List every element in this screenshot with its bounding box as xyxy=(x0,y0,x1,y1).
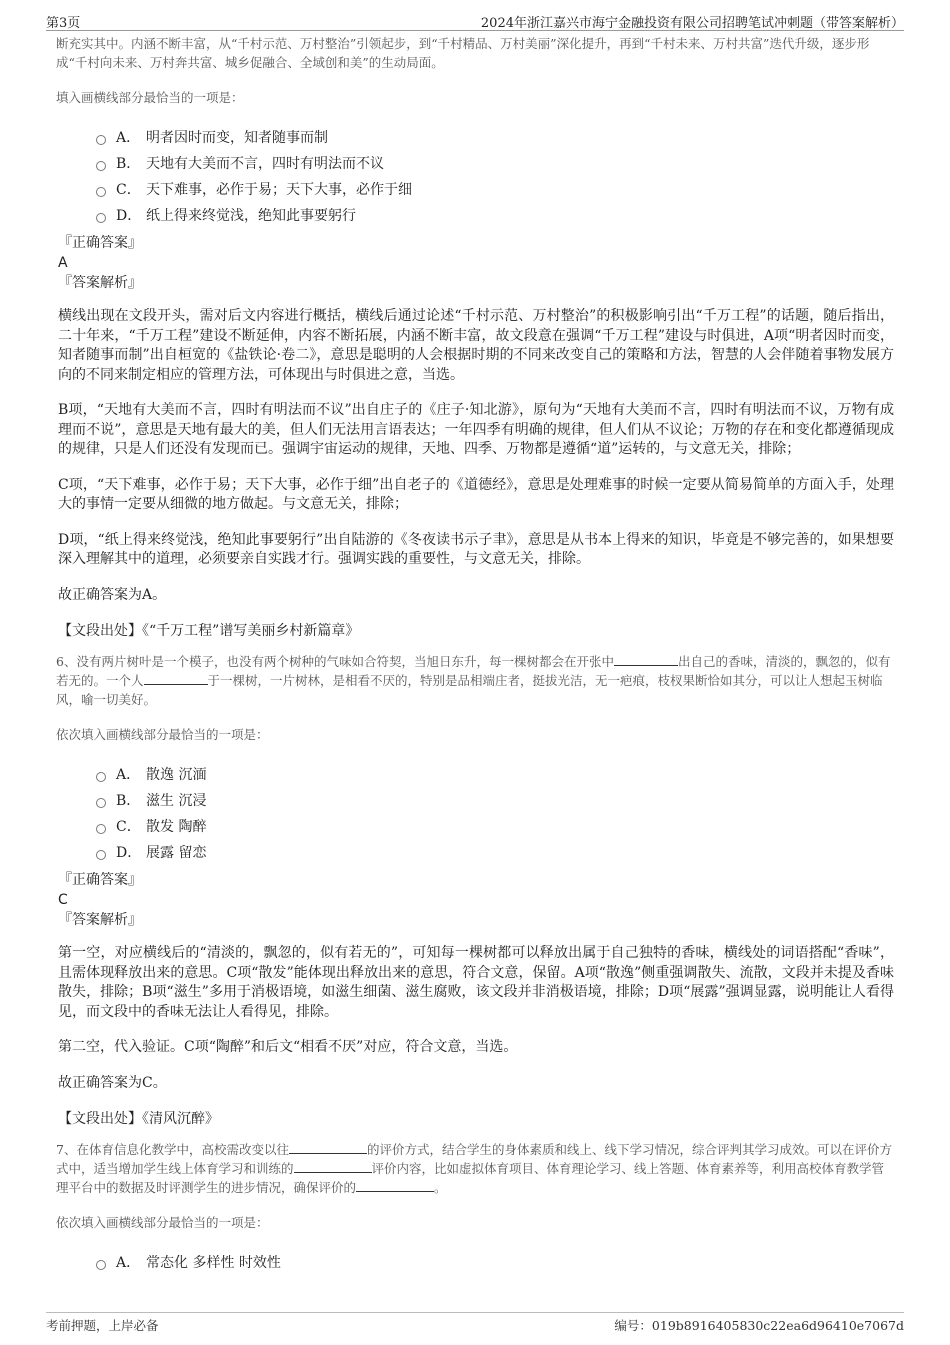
q6-analysis-2: 第二空，代入验证。C项“陶醉”和后文“相看不厌”对应，符合文意，当选。 xyxy=(58,1039,518,1055)
q7-option-a[interactable]: A． 常态化 多样性 时效性 xyxy=(96,1250,894,1276)
blank-line xyxy=(614,653,678,666)
page-number: 第3页 xyxy=(46,16,81,31)
q5-option-d[interactable]: D． 纸上得来终觉浅，绝知此事要躬行 xyxy=(96,203,894,229)
q6-option-d[interactable]: D． 展露 留恋 xyxy=(96,840,894,866)
q7-prompt: 依次填入画横线部分最恰当的一项是： xyxy=(56,1215,269,1230)
q6-answer: C xyxy=(58,892,68,908)
radio-icon[interactable] xyxy=(96,187,106,197)
q5-analysis-4: D项，“纸上得来终觉浅，绝知此事要躬行”出自陆游的《冬夜读书示子聿》，意思是从书本上得来的知识，毕竟是不够完善的，如果想要深入理解其中的道理，必须要亲自实践才行。强调实践的重要性，与文意无关，排除。 xyxy=(58,531,894,567)
blank-line xyxy=(144,672,208,685)
q5-conclusion: 故正确答案为A。 xyxy=(58,586,167,603)
document-title: 2024年浙江嘉兴市海宁金融投资有限公司招聘笔试冲刺题（带答案解析） xyxy=(480,16,904,31)
q5-analysis-2: B项，“天地有大美而不言，四时有明法而不议”出自庄子的《庄子·知北游》，原句为“天地有大美而不言，四时有明法而不议，万物有成理而不说”，意思是天地有最大的美，但人们无法用言语表达；一年四季有明确的规律，但人们从不议论；万物的存在和变化都遵循现成的规律，只是人们还没有发现而已。强调宇宙运动的规律，天地、四季、万物都是遵循“道”运转的，与文意无关，排除； xyxy=(58,402,894,457)
q5-option-a[interactable]: A． 明者因时而变，知者随事而制 xyxy=(96,125,894,151)
q5-answer: A xyxy=(58,255,68,271)
q7-options xyxy=(96,1250,894,1276)
q6-analysis-1: 第一空，对应横线后的“清淡的，飘忽的，似有若无的”，可知每一棵树都可以释放出属于自己独特的香味，横线处的词语搭配“香味”，且需体现释放出来的意思。C项“散发”能体现出释放出来的意思，符合文意，保留。A项“散逸”侧重强调散失、流散，文段并未提及香味散失，排除；B项“滋生”多用于消极语境，如滋生细菌、滋生腐败，该文段并非消极语境，排除；D项“展露”强调显露，说明能让人看得见，而文段中的香味无法让人看得见，排除。 xyxy=(58,945,894,1020)
q6-analysis-tag: 『答案解析』 xyxy=(58,912,142,928)
radio-icon[interactable] xyxy=(96,161,106,171)
radio-icon[interactable] xyxy=(96,135,106,145)
q5-analysis-tag: 『答案解析』 xyxy=(58,275,142,291)
blank-line xyxy=(294,1160,372,1173)
q5-analysis-1: 横线出现在文段开头，需对后文内容进行概括，横线后通过论述“千村示范、万村整治”的积极影响引出“千万工程”的话题，随后指出，二十年来，“千万工程”建设不断延伸，内容不断拓展，内涵不断丰富，故文段意在强调“千万工程”建设与时俱进，A项“明者因时而变，知者随事而制”出自桓宽的《盐铁论·卷二》，意思是聪明的人会根据时期的不同来改变自己的策略和方法，智慧的人会伴随着事物发展方向的不同来制定相应的管理方法，可体现出与时俱进之意，当选。 xyxy=(58,308,894,383)
radio-icon[interactable] xyxy=(96,772,106,782)
q5-option-b[interactable]: B． 天地有大美而不言，四时有明法而不议 xyxy=(96,151,894,177)
radio-icon[interactable] xyxy=(96,213,106,223)
q6-option-a[interactable]: A． 散逸 沉湎 xyxy=(96,762,894,788)
blank-line xyxy=(289,1141,367,1154)
page-header xyxy=(46,8,904,31)
radio-icon[interactable] xyxy=(96,798,106,808)
radio-icon[interactable] xyxy=(96,850,106,860)
q5-answer-tag: 『正确答案』 xyxy=(58,235,142,251)
q5-analysis-3: C项，“天下难事，必作于易；天下大事，必作于细”出自老子的《道德经》，意思是处理难事的时候一定要从简易简单的方面入手，处理大的事情一定要从细微的地方做起。与文意无关，排除； xyxy=(58,476,894,512)
radio-icon[interactable] xyxy=(96,824,106,834)
q6-stem: 6、没有两片树叶是一个模子，也没有两个树种的气味如合符契，当旭日东升，每一棵树都会在开张中 出自己的香味，清淡的，飘忽的，似有若无的。一个人 于一棵树，一片树林，是相看不厌的，特别是品相端庄者，挺拔光洁，无一疤痕，枝杈果断恰如其分，可以让人想起玉树临风，喻一切美好。 xyxy=(56,654,891,707)
document-code: 编号：019b8916405830c22ea6d96410e7067d xyxy=(614,1318,904,1333)
q6-answer-tag: 『正确答案』 xyxy=(58,872,142,888)
q6-source: 【文段出处】《清风沉醉》 xyxy=(58,1111,219,1127)
footer-slogan: 考前押题，上岸必备 xyxy=(46,1318,159,1333)
q6-option-c[interactable]: C． 散发 陶醉 xyxy=(96,814,894,840)
q5-option-c[interactable]: C． 天下难事，必作于易；天下大事，必作于细 xyxy=(96,177,894,203)
q7-stem: 7、在体育信息化教学中，高校需改变以往 的评价方式，结合学生的身体素质和线上、线下学习情况，综合评判其学习成效。可以在评价方式中，适当增加学生线上体育学习和训练的 评价内容，比如虚拟体育项目、体育理论学习、线上答题、体育素养等，利用高校体育教学管理平台中的数据及时评测学生的进步情况，确保评价的 。 xyxy=(56,1142,892,1195)
intro-text: 断充实其中。内涵不断丰富，从“千村示范、万村整治”引领起步，到“千村精品、万村美丽”深化提升，再到“千村未来、万村共富”迭代升级，逐步形成“千村向未来、万村奔共富、城乡促融合、全域创和美”的生动局面。 xyxy=(56,36,870,70)
q6-conclusion: 故正确答案为C。 xyxy=(58,1074,167,1091)
document-body xyxy=(56,34,894,1276)
page-footer xyxy=(46,1312,904,1333)
q5-options xyxy=(96,125,894,229)
radio-icon[interactable] xyxy=(96,1260,106,1270)
q5-prompt: 填入画横线部分最恰当的一项是： xyxy=(56,90,244,105)
q6-prompt: 依次填入画横线部分最恰当的一项是： xyxy=(56,727,269,742)
q6-option-b[interactable]: B． 滋生 沉浸 xyxy=(96,788,894,814)
q6-options xyxy=(96,762,894,866)
blank-line xyxy=(356,1179,434,1192)
q5-source: 【文段出处】《“千万工程”谱写美丽乡村新篇章》 xyxy=(58,623,360,639)
